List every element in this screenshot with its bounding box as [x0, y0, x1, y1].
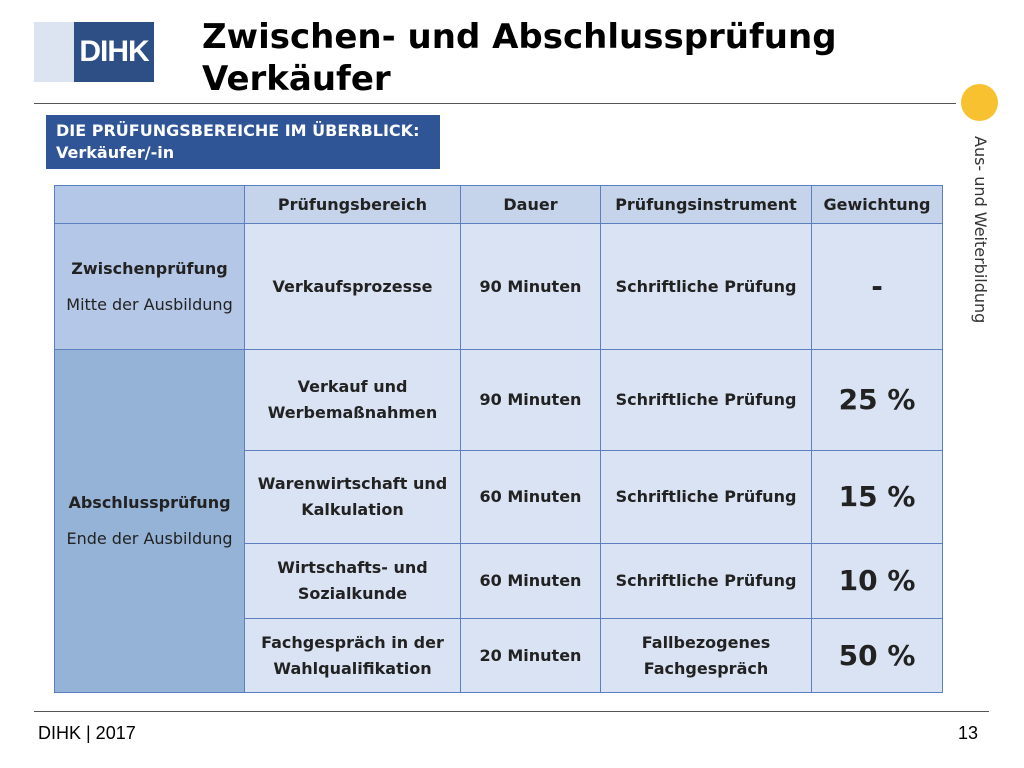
table-header: Gewichtung — [812, 186, 943, 224]
table-header: Prüfungsinstrument — [601, 186, 812, 224]
footer-source: DIHK | 2017 — [38, 723, 136, 743]
gewichtung-cell: 10 % — [812, 544, 943, 619]
phase-subtitle: Mitte der Ausbildung — [66, 294, 233, 314]
phase-cell-abschluss — [55, 350, 245, 693]
instrument-cell: Fallbezogenes Fachgespräch — [601, 619, 812, 693]
phase-title: Abschlussprüfung — [68, 493, 231, 512]
table-row — [55, 224, 943, 350]
banner-line1: DIE PRÜFUNGSBEREICHE IM ÜBERBLICK: — [56, 121, 420, 140]
dauer-cell: 60 Minuten — [461, 451, 601, 544]
slide-title — [202, 16, 942, 100]
dihk-logo — [34, 22, 154, 82]
logo-text: DIHK — [74, 22, 154, 82]
dauer-cell: 90 Minuten — [461, 224, 601, 350]
slide-title-line2: Verkäufer — [202, 59, 391, 99]
phase-subtitle: Ende der Ausbildung — [66, 529, 233, 548]
bereich-cell: Verkaufsprozesse — [245, 224, 461, 350]
slide-title-line1: Zwischen- und Abschlussprüfung — [202, 17, 837, 57]
page-number: 13 — [958, 723, 979, 743]
phase-cell-zwischen — [55, 224, 245, 350]
sun-icon — [961, 84, 998, 121]
overview-banner — [46, 115, 440, 169]
banner-line2: Verkäufer/-in — [56, 143, 175, 162]
exam-table — [54, 185, 943, 693]
bereich-cell: Warenwirtschaft und Kalkulation — [245, 451, 461, 544]
side-label: Aus- und Weiterbildung — [971, 136, 990, 324]
dauer-cell: 90 Minuten — [461, 350, 601, 451]
dauer-cell: 60 Minuten — [461, 544, 601, 619]
gewichtung-cell: 50 % — [812, 619, 943, 693]
instrument-cell: Schriftliche Prüfung — [601, 544, 812, 619]
bereich-cell: Fachgespräch in der Wahlqualifikation — [245, 619, 461, 693]
gewichtung-cell: 15 % — [812, 451, 943, 544]
phase-title: Zwischenprüfung — [71, 258, 228, 278]
title-divider — [34, 103, 956, 104]
table-header: Prüfungsbereich — [245, 186, 461, 224]
dauer-cell: 20 Minuten — [461, 619, 601, 693]
instrument-cell: Schriftliche Prüfung — [601, 224, 812, 350]
instrument-cell: Schriftliche Prüfung — [601, 451, 812, 544]
bereich-cell: Verkauf und Werbemaßnahmen — [245, 350, 461, 451]
table-header: Dauer — [461, 186, 601, 224]
bereich-cell: Wirtschafts- und Sozialkunde — [245, 544, 461, 619]
table-row — [55, 350, 943, 451]
instrument-cell: Schriftliche Prüfung — [601, 350, 812, 451]
logo-light-block — [34, 22, 74, 82]
gewichtung-cell: 25 % — [812, 350, 943, 451]
footer-divider — [34, 711, 989, 712]
gewichtung-cell: - — [812, 224, 943, 350]
table-header-corner — [55, 186, 245, 224]
table-header-row — [55, 186, 943, 224]
